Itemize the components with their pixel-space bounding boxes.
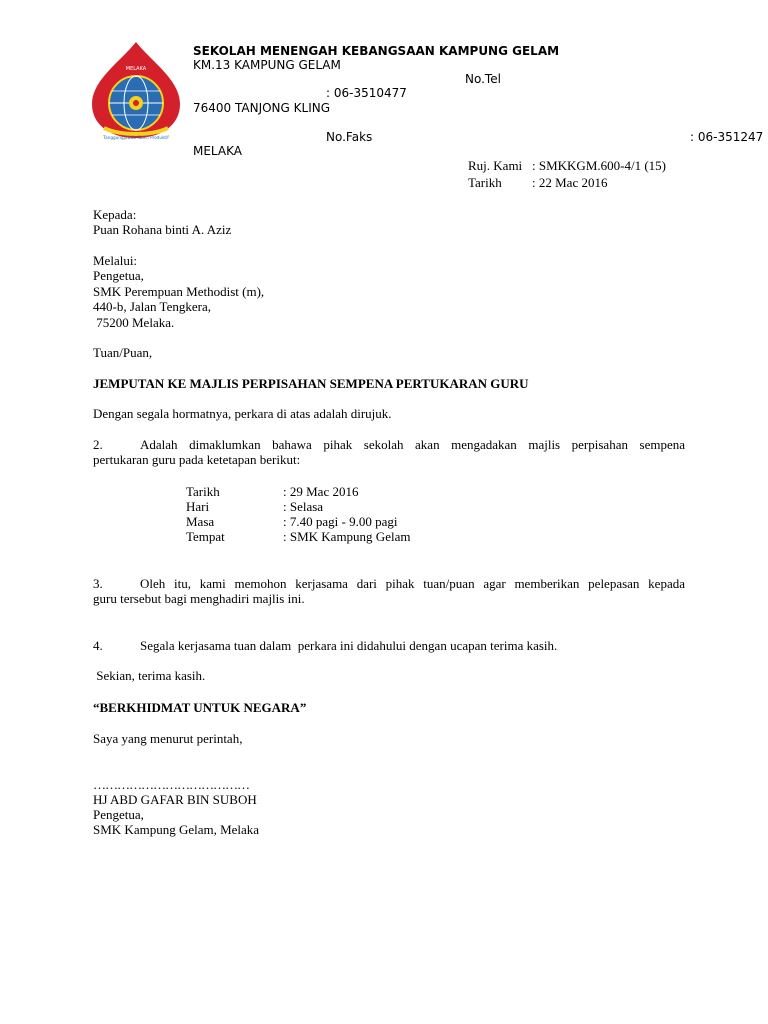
date-label: Tarikh bbox=[468, 175, 502, 190]
detail-label: Masa bbox=[186, 514, 215, 529]
paragraph-text: pertukaran guru pada ketetapan berikut: bbox=[93, 452, 301, 467]
logo-motto: Tanggungjawab Kunci Produktif bbox=[103, 135, 169, 140]
ref-value: : SMKKGM.600-4/1 (15) bbox=[532, 158, 666, 173]
closing-text: Sekian, terima kasih. bbox=[93, 668, 206, 683]
detail-value: : 7.40 pagi - 9.00 pagi bbox=[283, 514, 398, 529]
paragraph-text: Oleh itu, kami memohon kerjasama dari pihak tuan/puan agar memberikan pelepasan kepada bbox=[140, 576, 685, 591]
state-name: MELAKA bbox=[193, 144, 242, 158]
ref-label: Ruj. Kami bbox=[468, 158, 523, 173]
recipient-line: 440-b, Jalan Tengkera, bbox=[93, 299, 211, 314]
recipient-name: Puan Rohana binti A. Aziz bbox=[93, 222, 232, 237]
paragraph-2 bbox=[93, 437, 685, 467]
signatory-org: SMK Kampung Gelam, Melaka bbox=[93, 822, 260, 837]
subject-heading: JEMPUTAN KE MAJLIS PERPISAHAN SEMPENA PERTUKARAN GURU bbox=[93, 376, 529, 391]
signature-line: ………………………………… bbox=[93, 777, 249, 792]
melalui-label: Melalui: bbox=[93, 253, 138, 268]
recipient-line: Pengetua, bbox=[93, 268, 144, 283]
paragraph-text: Adalah dimaklumkan bahawa pihak sekolah akan mengadakan majlis perpisahan sempena bbox=[140, 437, 685, 452]
address-line1: KM.13 KAMPUNG GELAM bbox=[193, 58, 341, 72]
salutation: Tuan/Puan, bbox=[93, 345, 153, 360]
tel-value: : 06-3510477 bbox=[326, 86, 407, 100]
recipient-line: SMK Perempuan Methodist (m), bbox=[93, 284, 265, 299]
detail-value: : 29 Mac 2016 bbox=[283, 484, 359, 499]
school-name: SEKOLAH MENENGAH KEBANGSAAN KAMPUNG GELAM bbox=[193, 44, 560, 58]
date-value: : 22 Mac 2016 bbox=[532, 175, 608, 190]
fax-label: No.Faks bbox=[326, 130, 373, 144]
paragraph-text: guru tersebut bagi menghadiri majlis ini. bbox=[93, 591, 305, 606]
address-line2: 76400 TANJONG KLING bbox=[193, 101, 331, 115]
school-logo bbox=[90, 40, 182, 140]
detail-label: Tarikh bbox=[186, 484, 220, 499]
fax-value: : 06-351247 bbox=[690, 130, 764, 144]
kepada-label: Kepada: bbox=[93, 207, 137, 222]
logo-top-text: MELAKA bbox=[125, 66, 147, 72]
tel-label: No.Tel bbox=[465, 72, 501, 86]
detail-label: Hari bbox=[186, 499, 210, 514]
paragraph-number: 3. bbox=[93, 576, 103, 591]
detail-label: Tempat bbox=[186, 529, 225, 544]
signatory-name: HJ ABD GAFAR BIN SUBOH bbox=[93, 792, 257, 807]
paragraph-3 bbox=[93, 576, 685, 606]
recipient-line: 75200 Melaka. bbox=[93, 315, 175, 330]
signatory-title: Pengetua, bbox=[93, 807, 144, 822]
motto-text: “BERKHIDMAT UNTUK NEGARA” bbox=[93, 700, 307, 715]
detail-value: : Selasa bbox=[283, 499, 324, 514]
intro-paragraph: Dengan segala hormatnya, perkara di atas adalah dirujuk. bbox=[93, 406, 392, 421]
paragraph-number: 2. bbox=[93, 437, 103, 452]
detail-value: : SMK Kampung Gelam bbox=[283, 529, 411, 544]
paragraph-text: Segala kerjasama tuan dalam perkara ini didahului dengan ucapan terima kasih. bbox=[140, 638, 558, 653]
paragraph-number: 4. bbox=[93, 638, 103, 653]
signoff-text: Saya yang menurut perintah, bbox=[93, 731, 243, 746]
paragraph-4 bbox=[93, 638, 557, 654]
